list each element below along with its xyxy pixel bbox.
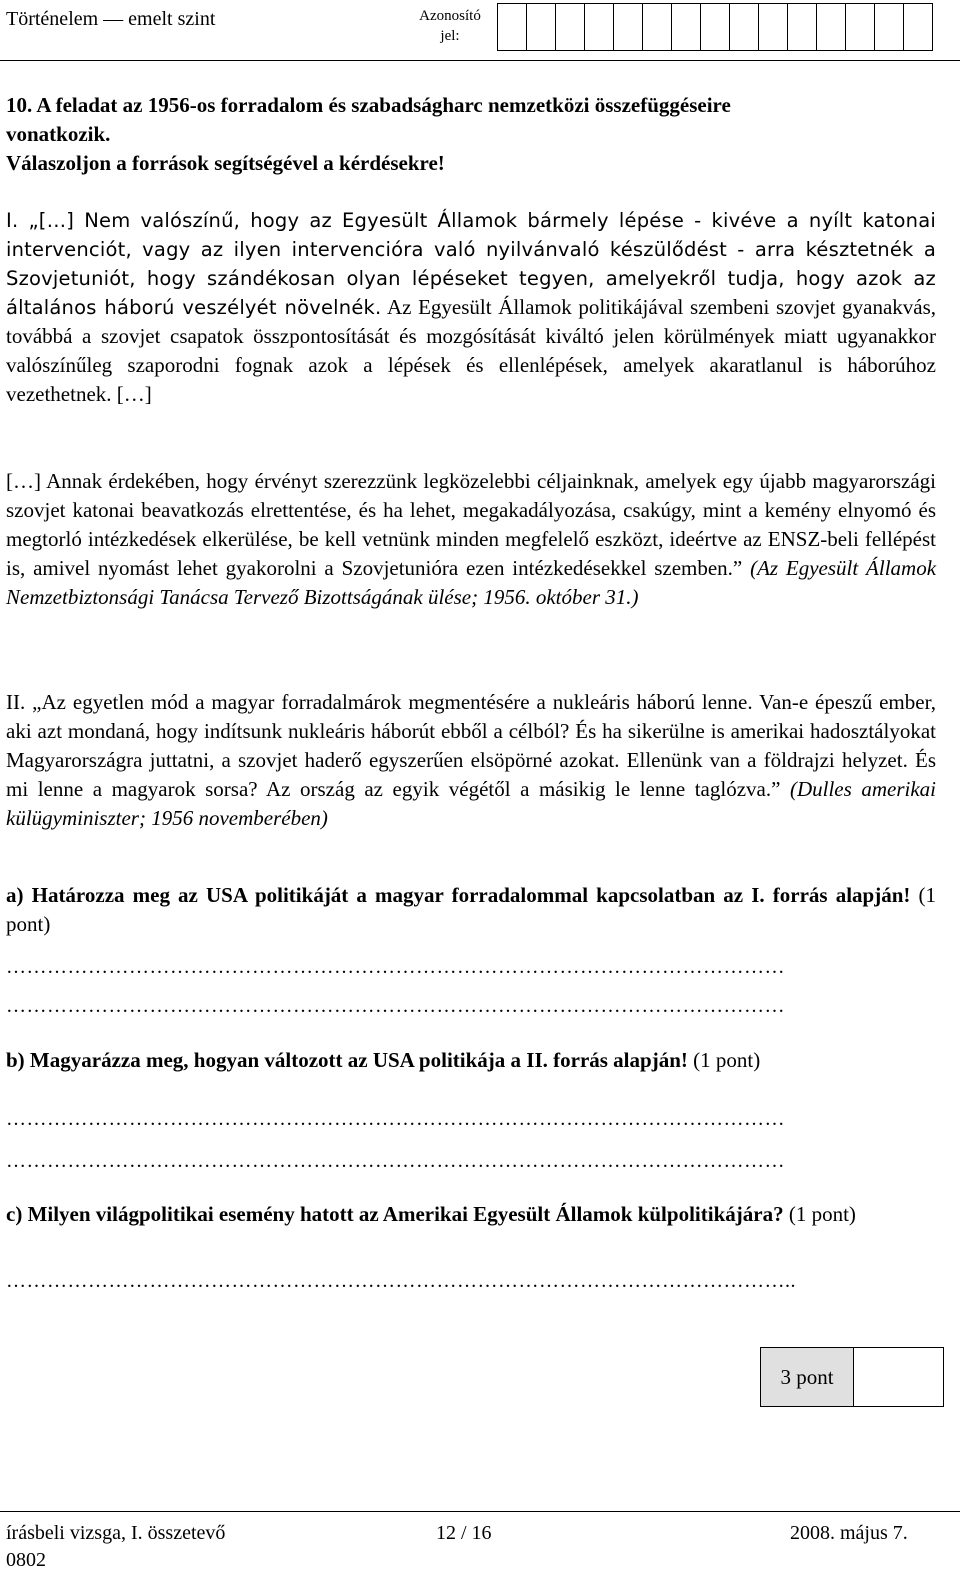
source-1-text-a: I. „[…] Nem valószínű, hogy az Egyesült Államok bármely lépése - kivéve a nyílt katonai intervenciót, vagy az ilyen intervencióra való nyilvánvaló készülődést - arra késztetnék a Szovjetuniót, hogy szándékosan olyan lépéseket tegyen, amelyekről tudja, hogy azok az általános háború veszélyét növelnék. <box>6 209 936 319</box>
id-box[interactable] <box>613 3 643 51</box>
question-c-prompt: c) Milyen világpolitikai esemény hatott az Amerikai Egyesült Államok külpolitikájára? <box>6 1202 784 1226</box>
score-max-label: 3 pont <box>761 1348 854 1406</box>
task-title <box>6 91 936 178</box>
footer-page-number: 12 / 16 <box>436 1522 492 1544</box>
header-divider <box>0 60 960 61</box>
id-box[interactable] <box>700 3 730 51</box>
question-a <box>6 881 936 939</box>
id-box[interactable] <box>642 3 672 51</box>
id-box[interactable] <box>555 3 585 51</box>
id-box[interactable] <box>787 3 817 51</box>
id-box[interactable] <box>845 3 875 51</box>
question-c <box>6 1200 936 1229</box>
question-a-points: (1 pont) <box>6 883 937 936</box>
source-2-paragraph <box>6 688 936 833</box>
footer-left <box>6 1520 225 1574</box>
id-box[interactable] <box>816 3 846 51</box>
source-1-citation: (Az Egyesült Államok Nemzetbiztonsági Tanácsa Tervező Bizottságának ülése; 1956. október 31.) <box>6 556 937 609</box>
header-subject: Történelem — emelt szint <box>6 8 216 30</box>
question-b <box>6 1046 936 1075</box>
id-box[interactable] <box>903 3 933 51</box>
task-instruction: Válaszoljon a források segítségével a kérdésekre! <box>6 151 445 175</box>
answer-line-a1[interactable]: …………………………………………………………………………………………………… <box>6 956 785 978</box>
source-1-text-c: […] Annak érdekében, hogy érvényt szerezzünk legközelebbi céljainknak, amelyek egy újabb magyarországi szovjet katonai beavatkozás elrettentése, és ha lehet, megakadályozása, csakúgy, mint a kemény elnyomó és megtorló intézkedések elkerülése, be kell vetnünk minden megfelelő eszközt, ideértve az ENSZ-beli fellépést is, amivel nyomást lehet gyakorolni a Szovjetunióra ezen intézkedésekkel szemben.” <box>6 469 936 580</box>
source-1-paragraph <box>6 206 936 409</box>
id-box[interactable] <box>671 3 701 51</box>
id-box[interactable] <box>729 3 759 51</box>
score-entry-field[interactable] <box>854 1348 943 1406</box>
question-a-prompt: a) Határozza meg az USA politikáját a magyar forradalommal kapcsolatban az I. forrás alapján! <box>6 883 911 907</box>
id-code-boxes[interactable] <box>497 3 932 51</box>
id-box[interactable] <box>584 3 614 51</box>
source-2-citation: (Dulles amerikai külügyminiszter; 1956 novemberében) <box>6 777 936 830</box>
task-title-line1: 10. A feladat az 1956-os forradalom és szabadságharc nemzetközi összefüggéseire <box>6 93 731 117</box>
source-1-text-b: Az Egyesült Államok politikájával szembeni szovjet gyanakvás, továbbá a szovjet csapatok összpontosítását és mozgósítását kiváltó jelen körülmények miatt ugyanakkor valószínűleg szaporodni fognak azok a lépések és ellenlépések, amelyek akaratlanul is háborúhoz vezethetnek. […] <box>6 295 937 406</box>
footer-divider <box>0 1511 960 1512</box>
answer-line-a2[interactable]: …………………………………………………………………………………………………… <box>6 995 785 1017</box>
answer-line-b1[interactable]: …………………………………………………………………………………………………… <box>6 1108 785 1130</box>
id-box[interactable] <box>497 3 527 51</box>
id-box[interactable] <box>758 3 788 51</box>
source-1-paragraph-2 <box>6 467 936 612</box>
id-box[interactable] <box>874 3 904 51</box>
footer-exam-name: írásbeli vizsga, I. összetevő <box>6 1522 226 1544</box>
id-box[interactable] <box>526 3 556 51</box>
task-title-line2: vonatkozik. <box>6 122 111 146</box>
footer-code: 0802 <box>6 1549 46 1571</box>
source-2-text: II. „Az egyetlen mód a magyar forradalmárok megmentésére a nukleáris háború lenne. Van-e épeszű ember, aki azt mondaná, hogy indítsunk nukleáris háborút ebből a célból? És ha sikerülne is amerikai hadosztályokat Magyarországra juttatni, a szovjet haderő egyszerűen elsöpörné azokat. Ellenünk van a földrajzi helyzet. És mi lenne a magyarok sorsa? Az ország az egyik végétől a másikig le lenne taglózva.” <box>6 690 936 801</box>
question-b-points: (1 pont) <box>693 1048 761 1072</box>
id-label: Azonosító jel: <box>419 8 481 44</box>
answer-line-b2[interactable]: …………………………………………………………………………………………………… <box>6 1150 785 1172</box>
score-box <box>760 1347 944 1407</box>
question-b-prompt: b) Magyarázza meg, hogyan változott az USA politikája a II. forrás alapján! <box>6 1048 688 1072</box>
question-c-points: (1 pont) <box>788 1202 856 1226</box>
answer-line-c1[interactable]: …………………………………………………………………………………………………….. <box>6 1270 796 1292</box>
footer-date: 2008. május 7. <box>790 1522 908 1544</box>
